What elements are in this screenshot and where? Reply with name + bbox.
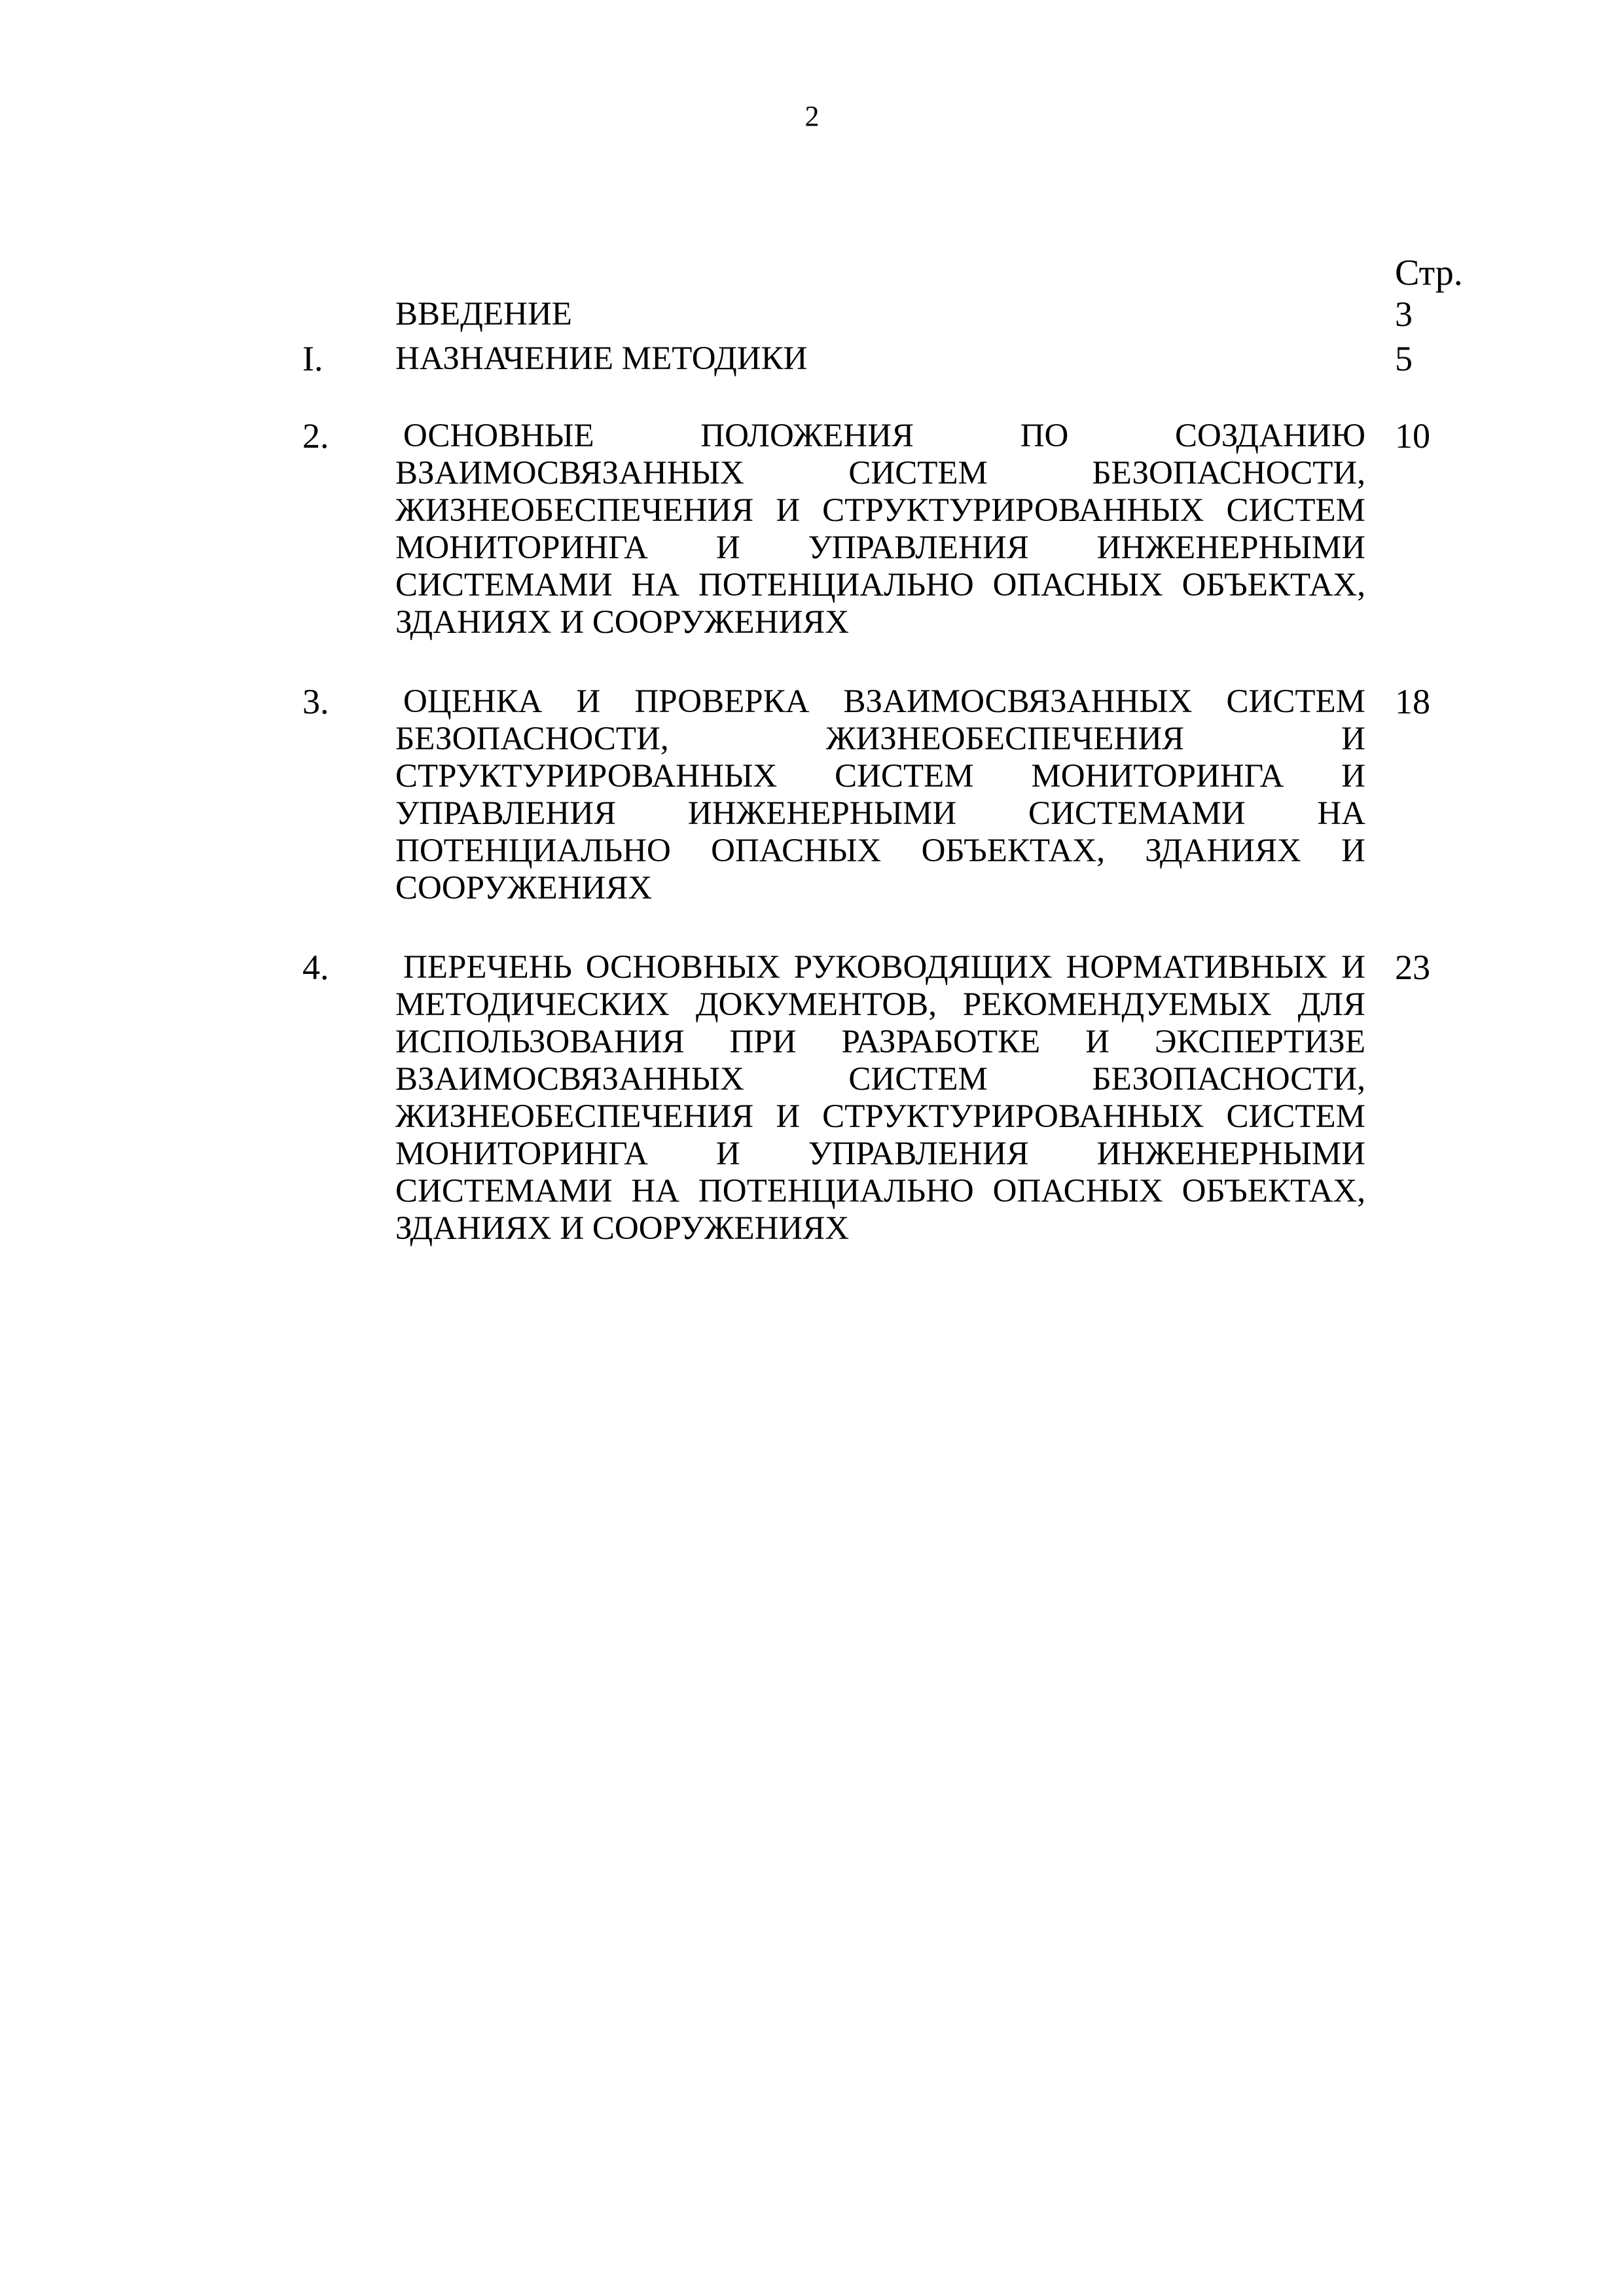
toc-entry-title-line: СИСТЕМАМИ НА ПОТЕНЦИАЛЬНО ОПАСНЫХ ОБЪЕКТАХ, (395, 1173, 1365, 1210)
toc-entry-title-line: БЕЗОПАСНОСТИ, ЖИЗНЕОБЕСПЕЧЕНИЯ И (395, 721, 1365, 757)
toc-entry-number: 4. (302, 948, 329, 987)
toc-entry-page: 3 (1395, 295, 1413, 334)
toc-entry-title-line: СООРУЖЕНИЯХ (395, 870, 653, 906)
page-number: 2 (804, 100, 820, 132)
toc-entry-title-line: НАЗНАЧЕНИЕ МЕТОДИКИ (395, 340, 808, 377)
toc-entry-title-line: УПРАВЛЕНИЯ ИНЖЕНЕРНЫМИ СИСТЕМАМИ НА (395, 795, 1365, 832)
toc-entry-title-line: СТРУКТУРИРОВАННЫХ СИСТЕМ МОНИТОРИНГА И (395, 758, 1365, 795)
toc-entry-title-line: ПЕРЕЧЕНЬ ОСНОВНЫХ РУКОВОДЯЩИХ НОРМАТИВНЫХ И (403, 949, 1365, 986)
toc-entry-number: 3. (302, 682, 329, 721)
toc-entry-page: 23 (1395, 948, 1430, 987)
toc-entry-page: 18 (1395, 682, 1430, 721)
toc-entry-title-line: МОНИТОРИНГА И УПРАВЛЕНИЯ ИНЖЕНЕРНЫМИ (395, 529, 1365, 566)
toc-entry-number: I. (302, 339, 323, 378)
toc-entry-page: 5 (1395, 339, 1413, 378)
toc-entry-title-line: ЖИЗНЕОБЕСПЕЧЕНИЯ И СТРУКТУРИРОВАННЫХ СИСТЕМ (395, 492, 1365, 529)
toc-entry-title-line: ЖИЗНЕОБЕСПЕЧЕНИЯ И СТРУКТУРИРОВАННЫХ СИСТЕМ (395, 1098, 1365, 1135)
toc-entry-title (395, 340, 1365, 378)
toc-entry-number: 2. (302, 416, 329, 456)
toc-entry-title-line: ЗДАНИЯХ И СООРУЖЕНИЯХ (395, 604, 850, 641)
toc-entry-title (395, 296, 1365, 333)
toc-entry-page: 10 (1395, 416, 1430, 456)
toc-entry-title (395, 949, 1365, 1247)
toc-entry-title-line: СИСТЕМАМИ НА ПОТЕНЦИАЛЬНО ОПАСНЫХ ОБЪЕКТАХ, (395, 567, 1365, 603)
page-column-header: Стр. (1395, 253, 1463, 293)
toc-entry-title-line: ПОТЕНЦИАЛЬНО ОПАСНЫХ ОБЪЕКТАХ, ЗДАНИЯХ И (395, 833, 1365, 869)
toc-entry-title (395, 418, 1365, 641)
toc-entry-title-line: ОСНОВНЫЕ ПОЛОЖЕНИЯ ПО СОЗДАНИЮ (403, 418, 1365, 454)
toc-entry-title-line: ВВЕДЕНИЕ (395, 296, 572, 332)
toc-entry-title-line: МОНИТОРИНГА И УПРАВЛЕНИЯ ИНЖЕНЕРНЫМИ (395, 1136, 1365, 1172)
toc-entry-title (395, 683, 1365, 907)
toc-entry-title-line: ЗДАНИЯХ И СООРУЖЕНИЯХ (395, 1210, 850, 1247)
toc-entry-title-line: ИСПОЛЬЗОВАНИЯ ПРИ РАЗРАБОТКЕ И ЭКСПЕРТИЗЕ (395, 1024, 1365, 1060)
toc-entry-title-line: ОЦЕНКА И ПРОВЕРКА ВЗАИМОСВЯЗАННЫХ СИСТЕМ (403, 683, 1365, 720)
toc-entry-title-line: ВЗАИМОСВЯЗАННЫХ СИСТЕМ БЕЗОПАСНОСТИ, (395, 1061, 1365, 1098)
toc-entry-title-line: МЕТОДИЧЕСКИХ ДОКУМЕНТОВ, РЕКОМЕНДУЕМЫХ ДЛЯ (395, 986, 1365, 1023)
toc-entry-title-line: ВЗАИМОСВЯЗАННЫХ СИСТЕМ БЕЗОПАСНОСТИ, (395, 455, 1365, 492)
